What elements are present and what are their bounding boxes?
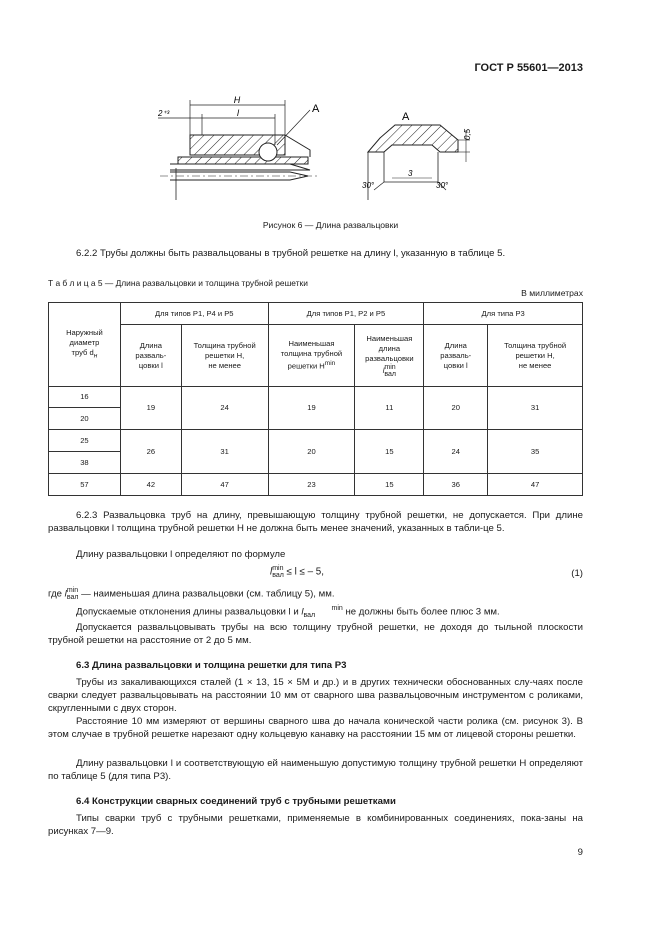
table-cell: 20 (424, 387, 488, 430)
table-cell: 24 (424, 430, 488, 474)
paragraph-allowed: Допускается развальцовывать трубы на всю толщину трубной решетки, не доходя до тыльной плоскости трубной решетки на расстояние от 2 до 5 мм. (48, 622, 583, 647)
angle-right-label: 30° (436, 181, 449, 190)
figure-caption: Рисунок 6 — Длина развальцовки (262, 220, 399, 230)
table-cell: 31 (181, 430, 268, 474)
header-g1-length: Длина разваль- цовки l (120, 325, 181, 387)
section-heading-6-3: 6.3 Длина развальцовки и толщина решетки для типа Р3 (76, 660, 347, 671)
header-g2-length: Наименьшая длина развальцовки lmin вал (355, 325, 424, 387)
group-header-3: Для типа Р3 (424, 303, 583, 325)
table-cell: 20 (268, 430, 355, 474)
table-cell-d: 57 (49, 474, 121, 496)
header-g3-length: Длина разваль- цовки l (424, 325, 488, 387)
dim-3-label: 3 (408, 169, 413, 178)
paragraph-length-definition: Длину развальцовки l определяют по формуле (76, 549, 286, 560)
formula-1: lmin вал ≤ l ≤ – 5, (270, 565, 324, 579)
header-g3-thickness: Толщина трубной решетки H, не менее (488, 325, 583, 387)
detail-A-title: A (402, 111, 410, 123)
paragraph-6-2-3: 6.2.3 Развальцовка труб на длину, превышающую толщину трубной решетки, не допускается. При длине развальцовки l толщина трубной решетки H не должна быть менее значений, указанных в табли-це 5. (48, 510, 583, 535)
table-cell: 24 (181, 387, 268, 430)
table-cell: 23 (268, 474, 355, 496)
document-header: ГОСТ Р 55601—2013 (474, 62, 583, 74)
detail-A-section (368, 125, 470, 200)
paragraph-6-2-2: 6.2.2 Трубы должны быть развальцованы в трубной решетке на длину l, указанную в таблице 5. (76, 248, 506, 259)
dim-l-label: l (237, 108, 239, 118)
tube-sheet-section (160, 135, 320, 200)
dim-0-5-label: 0,5 (463, 128, 472, 140)
table-cell: 26 (120, 430, 181, 474)
header-outer-diameter: Наружный диаметр труб $d_н$ (49, 303, 121, 387)
section-heading-6-4: 6.4 Конструкции сварных соединений труб с трубными решетками (76, 796, 396, 807)
table-cell-d: 20 (49, 408, 121, 430)
dim-H-label: H (233, 95, 241, 105)
table-cell: 15 (355, 474, 424, 496)
table-cell: 31 (488, 387, 583, 430)
table-cell: 35 (488, 430, 583, 474)
table-caption (48, 278, 308, 288)
page-number: 9 (577, 847, 583, 858)
table-cell: 36 (424, 474, 488, 496)
table-cell: 47 (181, 474, 268, 496)
group-header-2: Для типов Р1, Р2 и Р5 (268, 303, 424, 325)
detail-A-callout: A (312, 103, 320, 115)
table-cell: 19 (268, 387, 355, 430)
table-caption-label: Т а б л и ц а 5 (48, 278, 103, 288)
header-g1-thickness: Толщина трубной решетки H, не менее (181, 325, 268, 387)
figure-6-drawing (140, 90, 560, 210)
table-5 (48, 302, 583, 496)
group-header-1: Для типов Р1, Р4 и Р5 (120, 303, 268, 325)
table-cell: 11 (355, 387, 424, 430)
dim-tolerance-label: 2⁺³ (158, 109, 170, 118)
table-cell-d: 38 (49, 452, 121, 474)
table-cell-d: 16 (49, 387, 121, 408)
table-cell: 19 (120, 387, 181, 430)
table-cell: 15 (355, 430, 424, 474)
table-cell: 42 (120, 474, 181, 496)
paragraph-6-4-1: Типы сварки труб с трубными решетками, применяемые в комбинированных соединениях, пока-заны на рисунках 7—9. (48, 813, 583, 838)
header-g2-thickness: Наименьшая толщина трубной решетки $H^{min}$ (268, 325, 355, 387)
paragraph-6-3-1: Трубы из закаливающихся сталей (1 × 13, 15 × 5М и др.) и в других технически обоснованных слу-чаях после сварки следует развальцовывать на расстоянии 10 мм от сварного шва развальцовочным инструментом с роликами, скругленными с двух сторон. (48, 677, 583, 715)
angle-left-label: 30° (362, 181, 375, 190)
table-units: В миллиметрах (521, 288, 583, 298)
table-cell: 47 (488, 474, 583, 496)
table-caption-text: — Длина развальцовки и толщина трубной решетки (102, 278, 308, 288)
paragraph-6-3-3: Длину развальцовки l и соответствующую ей наименьшую допустимую толщину трубной решетки H определяют по таблице 5 (для типа Р3). (48, 758, 583, 783)
formula-number: (1) (571, 568, 583, 579)
table-cell-d: 25 (49, 430, 121, 452)
paragraph-6-3-2: Расстояние 10 мм измеряют от вершины сварного шва до начала конической части ролика (см. рисунок 3). В этом случае в трубной решетке нарезают одну кольцевую канавку на расстоянии 15 мм от лицевой стороны решетки. (48, 716, 583, 741)
paragraph-deviations: Допускаемые отклонения длины развальцовки l и l min вал не должны быть более плюс 3 мм. (76, 605, 500, 619)
paragraph-where: где lmin вал — наименьшая длина развальцовки (см. таблицу 5), мм. (48, 587, 335, 601)
